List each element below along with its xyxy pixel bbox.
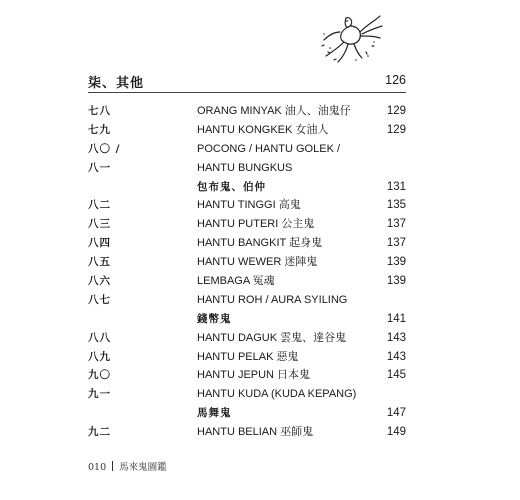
- toc-entry: [88, 102, 406, 121]
- toc-entry-number: 八九: [88, 350, 111, 363]
- toc-entry-number: 八二: [88, 199, 111, 212]
- toc-entry-title: HANTU KONGKEK 女油人: [197, 123, 329, 136]
- toc-entry-number: 七八: [88, 105, 111, 117]
- toc-entry: [88, 385, 406, 404]
- toc-entry-page: 143: [386, 331, 406, 344]
- toc-entry-number: 八六: [88, 275, 111, 288]
- toc-entry-page: 139: [386, 275, 406, 288]
- toc-entry: [88, 253, 406, 272]
- toc-entry-page: 139: [386, 256, 406, 269]
- toc-entry-number: 八七: [88, 293, 111, 306]
- toc-entry-number: 七九: [88, 123, 111, 136]
- toc-entry: [88, 272, 406, 291]
- toc-entry-page: 129: [386, 123, 406, 136]
- toc-entry-title: HANTU JEPUN 日本鬼: [197, 369, 311, 382]
- section-page-number: 126: [385, 73, 406, 87]
- page-footer: [88, 459, 167, 473]
- toc-entry-number: 八四: [88, 237, 111, 250]
- toc-entry-number: 八〇 /: [88, 142, 121, 155]
- toc-entry-page: 131: [386, 180, 406, 193]
- toc-entry-title: 馬舞鬼: [197, 407, 232, 420]
- toc-entry-page: 135: [386, 199, 406, 212]
- toc-entry: [88, 404, 406, 423]
- toc-entry-title: POCONG / HANTU GOLEK /: [197, 142, 341, 155]
- toc-entry-title: HANTU KUDA (KUDA KEPANG): [197, 388, 357, 401]
- toc-entry: [88, 366, 406, 385]
- toc-entry: [88, 178, 406, 197]
- toc-entry: [88, 159, 406, 178]
- toc-entry-title: HANTU TINGGI 高鬼: [197, 199, 301, 212]
- toc-entry-title: HANTU PELAK 惡鬼: [197, 350, 299, 363]
- toc-entry-title: HANTU BELIAN 巫師鬼: [197, 426, 314, 439]
- toc-entry: [88, 348, 406, 367]
- toc-entry: [88, 423, 406, 442]
- toc-entry: [88, 234, 406, 253]
- toc-entry: [88, 121, 406, 140]
- toc-entry: [88, 140, 406, 159]
- toc-entries: [88, 102, 406, 442]
- toc-entry-page: 137: [386, 237, 406, 250]
- toc-entry-title: HANTU BANGKIT 起身鬼: [197, 237, 323, 250]
- toc-entry: [88, 196, 406, 215]
- toc-entry-page: 147: [386, 407, 406, 420]
- footer-book-title: 馬來鬼圖鑑: [119, 462, 167, 473]
- toc-entry: [88, 291, 406, 310]
- toc-entry-page: 145: [386, 369, 406, 382]
- toc-entry-page: 137: [386, 218, 406, 231]
- toc-entry-page: 141: [386, 312, 406, 325]
- toc-entry-number: 八五: [88, 256, 111, 269]
- toc-entry-number: 九二: [88, 426, 111, 439]
- footer-page-number: 010: [88, 462, 107, 473]
- toc-entry-title: HANTU WEWER 迷陣鬼: [197, 256, 318, 269]
- section-title: 柒、其他: [88, 76, 145, 91]
- toc-entry-title: 錢幣鬼: [197, 312, 232, 325]
- toc-entry-page: 129: [386, 105, 406, 117]
- toc-entry-title: HANTU BUNGKUS: [197, 161, 293, 174]
- toc-entry-title: HANTU PUTERI 公主鬼: [197, 218, 315, 231]
- toc-entry-number: 九〇: [88, 369, 111, 382]
- toc-entry-page: 149: [386, 426, 406, 439]
- toc-entry-title: HANTU DAGUK 雲鬼、達谷鬼: [197, 331, 347, 344]
- toc-entry-title: LEMBAGA 冤魂: [197, 275, 275, 288]
- cherub-sketch-icon: [316, 12, 384, 66]
- toc-entry-title: HANTU ROH / AURA SYILING: [197, 293, 348, 306]
- toc-entry-title: 包布鬼、伯仲: [197, 180, 266, 193]
- toc-entry: [88, 215, 406, 234]
- toc-entry: [88, 329, 406, 348]
- toc-entry-number: 八八: [88, 331, 111, 344]
- section-header: [88, 72, 406, 93]
- toc-entry-number: 八一: [88, 161, 111, 174]
- toc-entry-number: 八三: [88, 218, 111, 231]
- toc-entry: [88, 310, 406, 329]
- toc-entry-number: 九一: [88, 388, 111, 401]
- toc-entry-title: ORANG MINYAK 油人、油鬼仔: [197, 105, 351, 117]
- footer-separator: [112, 461, 113, 471]
- toc-entry-page: 143: [386, 350, 406, 363]
